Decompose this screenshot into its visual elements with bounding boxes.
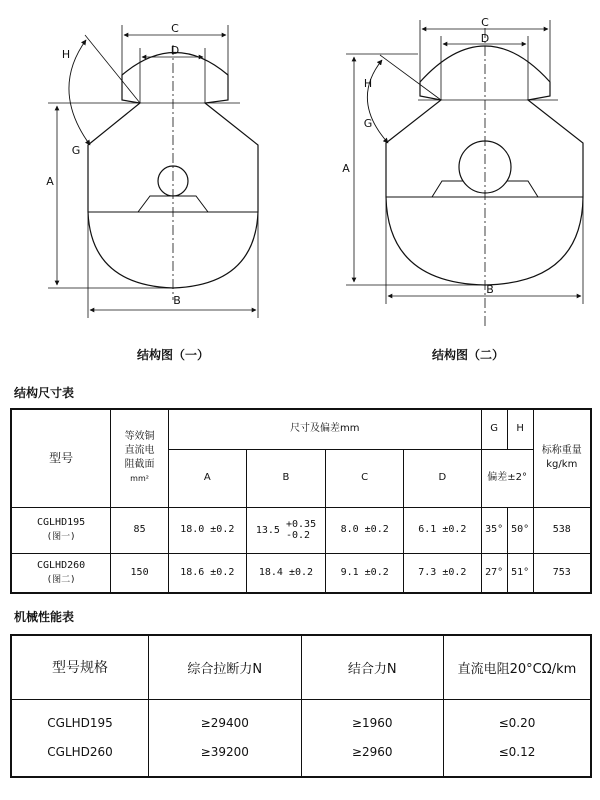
cell-model: CGLHD195 [11, 699, 149, 737]
table-row [11, 737, 591, 777]
dim-label-a: A [342, 162, 350, 175]
cell-h: 51° [507, 553, 533, 593]
dim-label-h: H [363, 77, 373, 90]
dim-label-g: G [363, 117, 373, 130]
header-h: H [507, 409, 533, 449]
cell-weight: 753 [533, 553, 591, 593]
header-model: 型号 [11, 409, 111, 507]
dim-label-a: A [46, 175, 54, 188]
header-dimensions: 尺寸及偏差mm [168, 409, 481, 449]
diagram-1-caption: 结构图（一） [136, 348, 209, 362]
cell-model: CGLHD260 [11, 737, 149, 777]
cell-g: 27° [481, 553, 507, 593]
header-g: G [481, 409, 507, 449]
cell-a: 18.0 ±0.2 [168, 507, 246, 553]
cell-d: 6.1 ±0.2 [404, 507, 482, 553]
diagram-2-caption: 结构图（二） [431, 348, 504, 362]
structure-dimension-table [10, 408, 592, 594]
cell-g: 35° [481, 507, 507, 553]
header-bonding-force: 结合力N [301, 635, 443, 699]
header-dc-resistance: 直流电阻20°CΩ/km [443, 635, 591, 699]
cell-resistance: ≤0.20 [443, 699, 591, 737]
dim-label-d: D [480, 32, 490, 45]
structure-diagram-1 [0, 0, 300, 340]
cell-tensile: ≥29400 [149, 699, 301, 737]
header-b: B [246, 449, 326, 507]
header-weight: 标称重量 kg/km [533, 409, 591, 507]
dim-label-b: B [486, 283, 494, 296]
cell-bonding: ≥1960 [301, 699, 443, 737]
dim-label-c: C [171, 22, 179, 35]
cell-model: CGLHD195 (图一) [11, 507, 111, 553]
cell-bonding: ≥2960 [301, 737, 443, 777]
cell-c: 9.1 ±0.2 [326, 553, 404, 593]
cell-area: 85 [111, 507, 169, 553]
cell-area: 150 [111, 553, 169, 593]
mechanical-properties-table [10, 634, 592, 778]
cell-c: 8.0 ±0.2 [326, 507, 404, 553]
cell-b: 18.4 ±0.2 [246, 553, 326, 593]
cell-weight: 538 [533, 507, 591, 553]
table-row [11, 553, 591, 593]
cell-tensile: ≥39200 [149, 737, 301, 777]
cell-resistance: ≤0.12 [443, 737, 591, 777]
structure-table-heading: 结构尺寸表 [14, 386, 75, 400]
cell-h: 50° [507, 507, 533, 553]
cell-d: 7.3 ±0.2 [404, 553, 482, 593]
dim-label-d: D [170, 44, 180, 57]
dim-label-g: G [71, 144, 81, 157]
cell-b: 13.5 +0.35 -0.2 [246, 507, 326, 553]
cell-a: 18.6 ±0.2 [168, 553, 246, 593]
mechanical-table-heading: 机械性能表 [14, 610, 75, 624]
cell-model: CGLHD260 (图二) [11, 553, 111, 593]
header-angle-tolerance: 偏差±2° [481, 449, 533, 507]
header-c: C [326, 449, 404, 507]
header-model-spec: 型号规格 [11, 635, 149, 699]
table-row [11, 699, 591, 737]
dim-label-c: C [481, 16, 489, 29]
header-d: D [404, 449, 482, 507]
structure-diagram-2 [300, 0, 600, 340]
dim-label-h: H [61, 48, 71, 61]
header-equivalent-area: 等效铜 直流电 阻截面 mm² [111, 409, 169, 507]
table-row [11, 507, 591, 553]
dim-label-b: B [173, 294, 181, 307]
header-a: A [168, 449, 246, 507]
header-tensile-strength: 综合拉断力N [149, 635, 301, 699]
